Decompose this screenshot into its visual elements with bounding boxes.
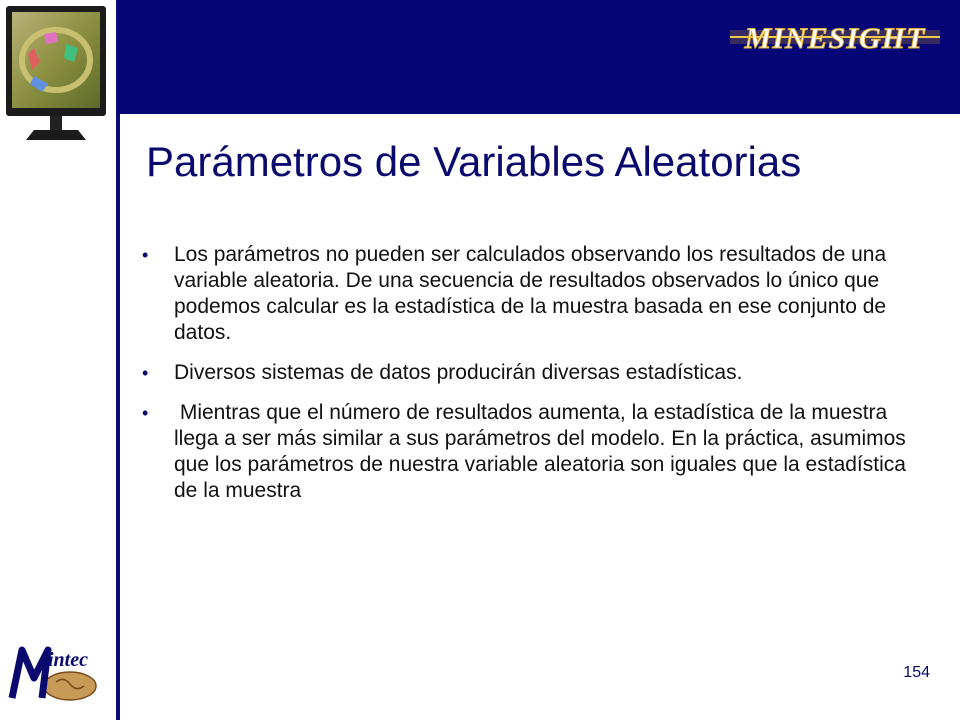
bullet-item (140, 360, 920, 386)
bullet-marker: • (142, 363, 149, 383)
bullet-text: Los parámetros no pueden ser calculados observando los resultados de una variable aleatoria. De una secuencia de resultados observados lo único que podemos calcular es la estadística de la muestra basada en ese conjunto de datos. (174, 243, 887, 344)
bullet-marker: • (142, 403, 149, 423)
bullet-marker: • (142, 245, 149, 265)
slide-title: Parámetros de Variables Aleatorias (146, 138, 802, 185)
bullet-item (140, 242, 920, 346)
bullet-text: Mientras que el número de resultados aumenta, la estadística de la muestra llega a ser más similar a sus parámetros del modelo. En la práctica, asumimos que los parámetros de nuestra variable aleatoria son iguales que la estadística de la muestra (174, 401, 912, 502)
bullet-list (140, 242, 920, 518)
mintec-logo (8, 642, 112, 704)
svg-text:intec: intec (48, 649, 88, 671)
page-number: 154 (903, 664, 930, 681)
monitor-icon (4, 4, 108, 144)
minesight-logo (730, 12, 940, 64)
bullet-item (140, 400, 920, 504)
bullet-text: Diversos sistemas de datos producirán diversas estadísticas. (174, 361, 743, 384)
svg-text:MINESIGHT: MINESIGHT (744, 22, 926, 55)
